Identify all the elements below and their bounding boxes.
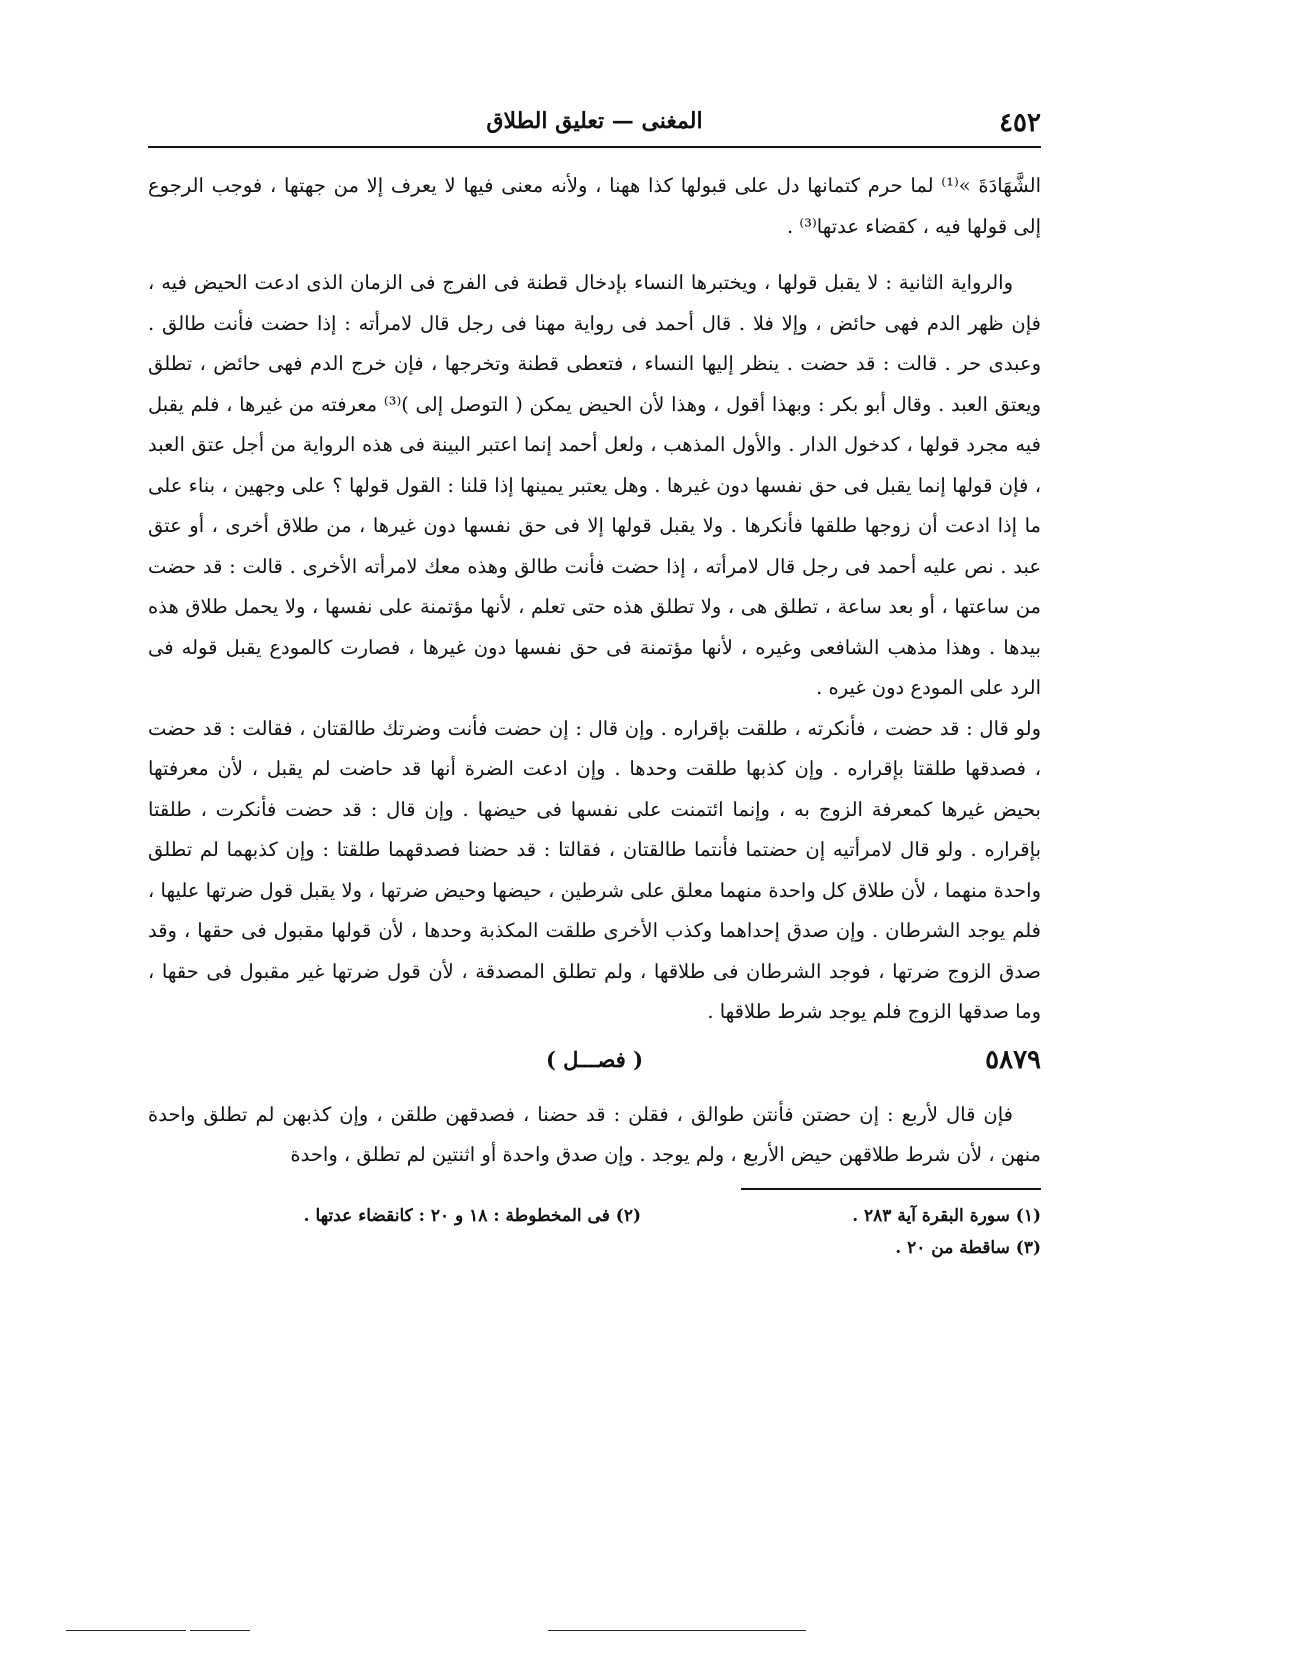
- footnote-row: [148, 1232, 1041, 1264]
- section-heading: [148, 1039, 1041, 1087]
- section-title: ( فصـــل ): [545, 1046, 644, 1072]
- running-header: [148, 96, 1041, 148]
- footnote: (١) سورة البقرة آية ٢٨٣ .: [852, 1205, 1041, 1226]
- running-title: المغنى — تعليق الطلاق: [486, 108, 703, 134]
- footnote: (٢) فى المخطوطة : ١٨ و ٢٠ : كانقضاء عدتها .: [303, 1205, 641, 1226]
- paragraph: فإن قال لأربع : إن حضتن فأنتن طوالق ، فقلن : قد حضنا ، فصدقهن طلقن ، وإن كذبهن لم تطلق واحدة منهن ، لأن شرط طلاقهن حيض الأربع ، ولم يوجد . وإن صدق واحدة أو اثنتين لم تطلق ، واحدة: [148, 1102, 1041, 1166]
- paragraph: والرواية الثانية : لا يقبل قولها ، ويختبرها النساء بإدخال قطنة فى الفرج فى الزمان الذى ادعت الحيض فيه ، فإن ظهر الدم فهى حائض ، وإلا فلا . قال أحمد فى رواية مهنا فى رجل قال لامرأته : إذا حضت فأنت طالق . وعبدى حر . قالت : قد حضت . ينظر إليها النساء ، فتعطى قطنة وتخرجها ، فإن خرج الدم فهى حائض ، تطلق ويعتق العبد . وقال أبو بكر : وبهذا أقول ، وهذا لأن الحيض يمكن ( التوصل إلى )⁽³⁾ معرفته من غيرها ، فلم يقبل فيه مجرد قولها ، كدخول الدار . والأول المذهب ، ولعل أحمد إنما اعتبر البينة فى هذه الرواية من أجل عتق العبد ، فإن قولها إنما يقبل فى حق نفسها دون غيرها . وهل يعتبر يمينها إذا قلنا : القول قولها ؟ على وجهين ، بناء على ما إذا ادعت أن زوجها طلقها فأنكرها . ولا يقبل قولها إلا فى حق نفسها دون غيرها ، من طلاق أخرى ، أو عتق عبد . نص عليه أحمد فى رجل قال لامرأته ، إذا حضت فأنت طالق وهذه معك لامرأته الأخرى . قالت : قد حضت من ساعتها ، أو بعد ساعة ، تطلق هى ، ولا تطلق هذه حتى تعلم ، لأنها مؤتمنة على نفسها ، ولا يحمل طلاق هذه بيدها . وهذا مذهب الشافعى وغيره ، لأنها مؤتمنة فى حق نفسها دون غيرها ، فصارت كالمودع يقبل قوله فى الرد على المودع دون غيره .: [148, 271, 1041, 699]
- scan-mark: [190, 1630, 250, 1631]
- scan-mark: [66, 1630, 186, 1631]
- paragraph: ولو قال : قد حضت ، فأنكرته ، طلقت بإقراره . وإن قال : إن حضت فأنت وضرتك طالقتان ، فقالت : قد حضت ، فصدقها طلقتا بإقراره . وإن كذبها طلقت وحدها . وإن ادعت الضرة أنها قد حاضت لم يقبل ، لأن معرفتها بحيض غيرها كمعرفة الزوج به ، وإنما ائتمنت على نفسها فى حيضها . وإن قال : قد حضت فأنكرت ، طلقتا بإقراره . ولو قال لامرأتيه إن حضتما فأنتما طالقتان ، فقالتا : قد حضنا فصدقهما طلقتا : وإن كذبهما لم تطلق واحدة منهما ، لأن طلاق كل واحدة منهما معلق على شرطين ، حيضها وحيض ضرتها ، ولا يقبل قول ضرتها عليها ، فلم يوجد الشرطان . وإن صدق إحداهما وكذب الأخرى طلقت المكذبة وحدها ، لأن قولها مقبول فى حقها ، وقد صدق الزوج ضرتها ، فوجد الشرطان فى طلاقها ، ولم تطلق المصدقة ، لأن قول ضرتها غير مقبول فى حقها ، وما صدقها الزوج فلم يوجد شرط طلاقها .: [148, 716, 1041, 1023]
- book-page: [148, 96, 1041, 1656]
- footnote-row: [148, 1200, 1041, 1232]
- main-text: [148, 166, 1041, 1033]
- scan-mark: [548, 1630, 806, 1631]
- footnote: (٣) ساقطة من ٢٠ .: [895, 1237, 1041, 1258]
- footnotes: [148, 1200, 1041, 1264]
- page-number: ٤٥٢: [999, 108, 1041, 138]
- footnote-divider: [741, 1188, 1041, 1190]
- paragraph: الشَّهَادَةَ »⁽¹⁾ لما حرم كتمانها دل على قبولها كذا ههنا ، ولأنه معنى فيها لا يعرف إلا من جهتها ، فوجب الرجوع إلى قولها فيه ، كقضاء عدتها⁽³⁾ .: [148, 174, 1041, 238]
- section-number: ٥٨٧٩: [985, 1044, 1041, 1075]
- section-text: [148, 1095, 1041, 1176]
